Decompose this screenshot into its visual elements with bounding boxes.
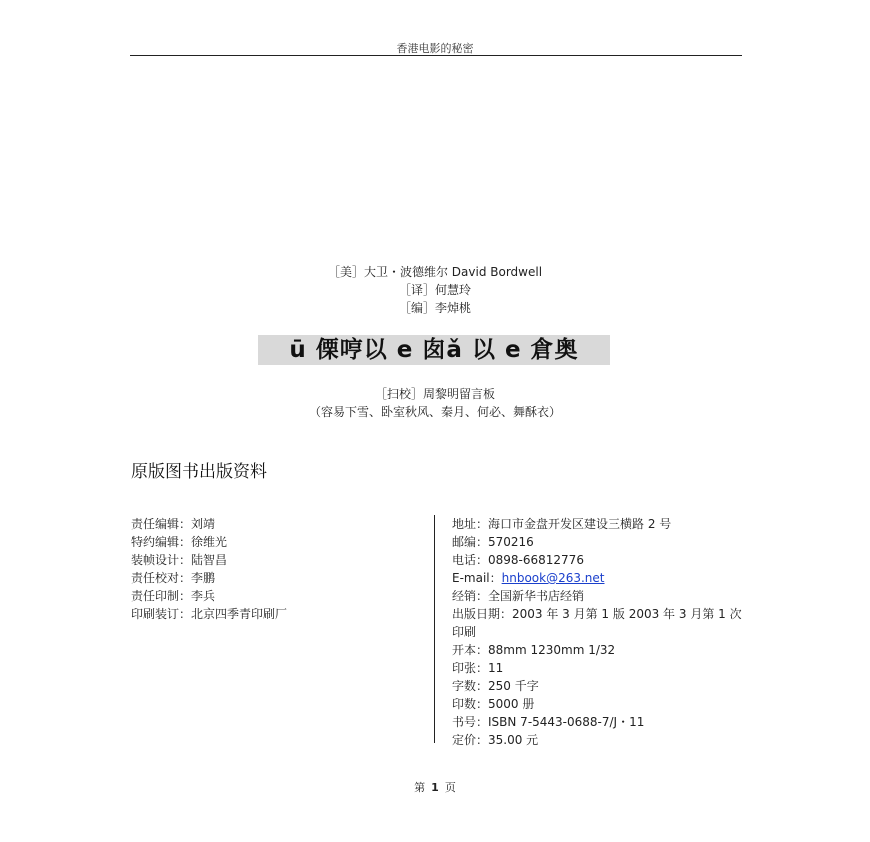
author-credit: ［美］大卫・波德维尔 David Bordwell bbox=[327, 265, 543, 279]
book-title: ū 傈哼以 e 囱ǎ 以 e 倉奥 bbox=[289, 337, 579, 363]
print-sheets: 印张：11 bbox=[452, 661, 504, 675]
translator-credit: ［译］何慧玲 bbox=[398, 283, 471, 297]
staff-designer: 装帧设计：陆智昌 bbox=[131, 553, 228, 567]
isbn: 书号：ISBN 7-5443-0688-7/J・11 bbox=[452, 715, 645, 729]
publish-date: 出版日期：2003 年 3 月第 1 版 2003 年 3 月第 1 次印刷 bbox=[452, 607, 742, 639]
column-divider bbox=[434, 515, 435, 743]
staff-proofreader: 责任校对：李鹏 bbox=[131, 571, 216, 585]
publisher-info bbox=[452, 515, 747, 749]
page-number: 1 bbox=[431, 781, 439, 794]
page-footer bbox=[0, 779, 870, 795]
footer-suffix: 页 bbox=[444, 781, 456, 794]
email-label: E-mail： bbox=[452, 571, 502, 585]
staff-editor: 责任编辑：刘靖 bbox=[131, 517, 216, 531]
header-rule bbox=[130, 55, 742, 56]
editor-credit: ［编］李焯桃 bbox=[398, 301, 471, 315]
staff-special-editor: 特约编辑：徐维光 bbox=[131, 535, 228, 549]
book-format: 开本：88mm 1230mm 1/32 bbox=[452, 643, 616, 657]
staff-printing: 责任印制：李兵 bbox=[131, 589, 216, 603]
publisher-phone: 电话：0898-66812776 bbox=[452, 553, 584, 567]
scan-credit: ［扫校］周黎明留言板 bbox=[374, 387, 495, 401]
scan-contributors: （容易下雪、卧室秋风、秦月、何必、舞酥衣） bbox=[308, 405, 561, 419]
distributor: 经销：全国新华书店经销 bbox=[452, 589, 585, 603]
email-link[interactable]: hnbook@263.net bbox=[501, 571, 605, 585]
publisher-postcode: 邮编：570216 bbox=[452, 535, 534, 549]
staff-printer: 印刷装订：北京四季青印刷厂 bbox=[131, 607, 288, 621]
print-copies: 印数：5000 册 bbox=[452, 697, 535, 711]
staff-list bbox=[131, 515, 421, 623]
word-count: 字数：250 千字 bbox=[452, 679, 539, 693]
price: 定价：35.00 元 bbox=[452, 733, 539, 747]
section-heading: 原版图书出版资料 bbox=[131, 462, 267, 482]
publisher-address: 地址：海口市金盘开发区建设三横路 2 号 bbox=[452, 517, 672, 531]
publisher-email bbox=[452, 569, 747, 587]
running-header: 香港电影的秘密 bbox=[396, 42, 474, 55]
footer-prefix: 第 bbox=[414, 781, 426, 794]
